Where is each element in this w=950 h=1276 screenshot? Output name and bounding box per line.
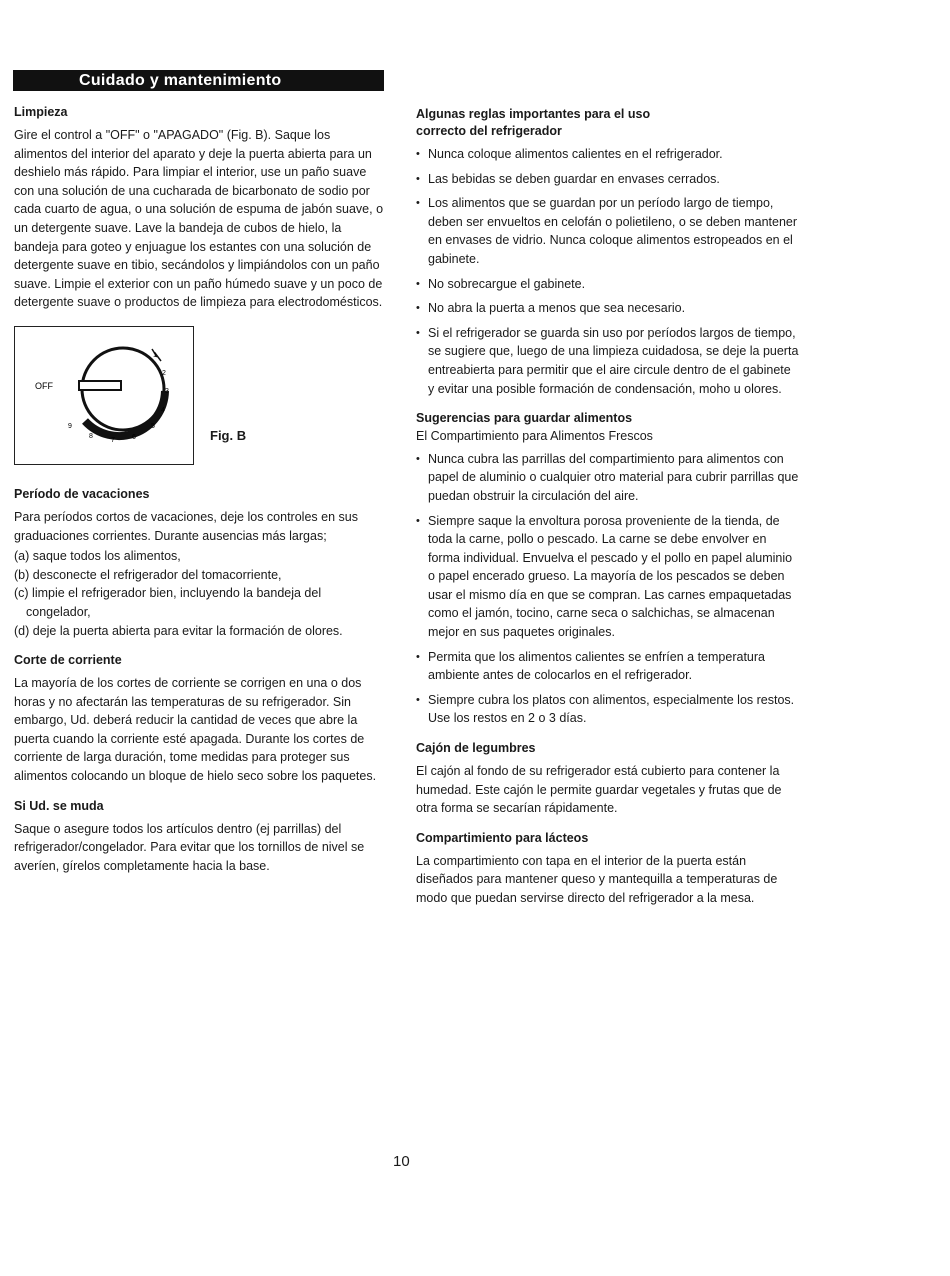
lacteos-body: La compartimiento con tapa en el interior de la puerta están diseñados para mantener queso y mantequilla a temperaturas de modo que puedan servirse directo del refrigerador a la mesa. xyxy=(416,853,778,905)
sugerencias-list xyxy=(416,450,800,728)
limpieza-body: Gire el control a "OFF" o "APAGADO" (Fig. B). Saque los alimentos del interior del aparato y deje la puerta abierta para un deshielo más rápido. Para limpiar el interior, use un paño suave con una solución de una cucharada de bicarbonato de sodio por cada cuarto de agua, o una solución de espuma de jabón suave, o un detergente suave. Lave la bandeja de cubos de hielo, la bandeja para goteo y enjuague los estantes con una solución de detergente suave en tibio, secándolos y limpiándolos con un paño suave. Limpie el exterior con un paño húmedo suave y un poco de detergente suave o productos de limpieza para electrodomésticos. xyxy=(14,128,384,310)
vacaciones-item-b: (b) desconecte el refrigerador del tomacorriente, xyxy=(14,567,282,582)
dial-pointer xyxy=(79,381,121,390)
dial-num-6: 6 xyxy=(132,433,136,441)
sugerencias-subheading: El Compartimiento para Alimentos Frescos xyxy=(416,429,653,444)
sugerencias-heading: Sugerencias para guardar alimentos xyxy=(416,411,633,426)
list-item: • Siempre saque la envoltura porosa proveniente de la tienda, de toda la carne, pollo o pescado. La carne se debe envolver en forma individual. Envuelva el pescado y el pollo en papel aluminio o papel encerado grueso. La mayoría de los pescados se deben usar el mismo día en que se compran. Las carnes empaquetadas como el jamón, tocino, carne seca o salchichas, se almacenan mejor en sus paquetes originales. xyxy=(416,512,800,642)
figure-b xyxy=(14,326,386,466)
vacaciones-intro: Para períodos cortos de vacaciones, deje los controles en sus graduaciones corrientes. Durante ausencias más largas; xyxy=(14,509,358,543)
list-item: • No abra la puerta a menos que sea necesario. xyxy=(416,299,800,318)
vacaciones-heading: Período de vacaciones xyxy=(14,486,150,501)
vacaciones-list xyxy=(14,547,386,640)
page-number: 10 xyxy=(393,1153,410,1170)
dial-num-1: 1 xyxy=(153,351,157,359)
list-item: • No sobrecargue el gabinete. xyxy=(416,275,800,294)
lacteos-section xyxy=(416,830,800,908)
reglas-heading-line1: Algunas reglas importantes para el uso xyxy=(416,107,651,121)
mudanza-heading: Si Ud. se muda xyxy=(14,798,104,813)
legumbres-heading: Cajón de legumbres xyxy=(416,741,536,756)
limpieza-heading: Limpieza xyxy=(14,105,68,119)
dial-num-4: 4 xyxy=(161,406,165,414)
reglas-heading xyxy=(416,106,800,140)
list-item: • Permita que los alimentos calientes se enfríen a temperatura ambiente antes de colocarlos en el refrigerador. xyxy=(416,648,800,685)
list-item: • Si el refrigerador se guarda sin uso por períodos largos de tiempo, se sugiere que, luego de una limpieza cuidadosa, se deje la puerta entreabierta para permitir que el aire circule dentro de el gabinete y evitar una posible formación de condensación, moho u olores. xyxy=(416,324,800,398)
figure-label: Fig. B xyxy=(210,427,247,443)
vacaciones-item-c: (c) limpie el refrigerador bien, incluyendo la bandeja del congelador, xyxy=(14,586,322,619)
vacaciones-item-a: (a) saque todos los alimentos, xyxy=(14,549,181,564)
reglas-section xyxy=(416,106,800,398)
reglas-heading-line2: correcto del refrigerador xyxy=(416,124,562,138)
left-column xyxy=(14,104,386,887)
right-column xyxy=(416,106,800,920)
legumbres-section xyxy=(416,740,800,818)
sugerencias-section xyxy=(416,410,800,728)
corte-section xyxy=(14,652,386,786)
list-item: • Nunca coloque alimentos calientes en el refrigerador. xyxy=(416,145,800,164)
lacteos-heading: Compartimiento para lácteos xyxy=(416,830,589,845)
list-item: • Los alimentos que se guardan por un período largo de tiempo, deben ser envueltos en celofán o polietileno, o se deben mantener en envases de vidrio. Nunca coloque alimentos estropeados en el gabinete. xyxy=(416,194,800,268)
dial-num-7: 7 xyxy=(111,436,115,444)
vacaciones-item-d: (d) deje la puerta abierta para evitar la formación de olores. xyxy=(14,623,343,638)
dial-num-8: 8 xyxy=(89,432,93,440)
list-item: • Las bebidas se deben guardar en envases cerrados. xyxy=(416,170,800,189)
dial-num-5: 5 xyxy=(151,422,155,430)
dial-num-2: 2 xyxy=(162,369,166,377)
limpieza-section xyxy=(14,104,386,312)
dial-off-label: OFF xyxy=(35,380,53,391)
reglas-list xyxy=(416,145,800,398)
vacaciones-section xyxy=(14,486,386,640)
corte-heading: Corte de corriente xyxy=(14,653,122,668)
dial-num-9: 9 xyxy=(68,422,72,430)
mudanza-body: Saque o asegure todos los artículos dentro (ej parrillas) del refrigerador/congelador. Para evitar que los tornillos de nivel se averíen, gírelos completamente hacia la base. xyxy=(14,821,365,873)
legumbres-body: El cajón al fondo de su refrigerador está cubierto para contener la humedad. Este cajón le permite guardar vegetales y frutas que de otra forma se secarían rápidamente. xyxy=(416,764,782,816)
list-item: • Siempre cubra los platos con alimentos, especialmente los restos. Use los restos en 2 o 3 días. xyxy=(416,691,800,728)
dial-num-3: 3 xyxy=(165,387,169,395)
figure-frame xyxy=(14,326,194,465)
thermostat-dial-illustration xyxy=(15,327,193,464)
list-item: • Nunca cubra las parrillas del compartimiento para alimentos con papel de aluminio o cualquier otro material para cubrir parrillas que puedan obstruir la circulación del aire. xyxy=(416,450,800,506)
section-banner: Cuidado y mantenimiento xyxy=(13,70,384,91)
mudanza-section xyxy=(14,798,386,876)
corte-body: La mayoría de los cortes de corriente se corrigen en una o dos horas y no afectarán las temperaturas de su refrigerador. Sin embargo, Ud. deberá reducir la cantidad de veces que abre la puerta cuando la corriente esté apagada. Durante los cortes de corriente de larga duración, tome medidas para proteger sus alimentos colocando un bloque de hielo seco sobre los paquetes. xyxy=(14,676,377,784)
